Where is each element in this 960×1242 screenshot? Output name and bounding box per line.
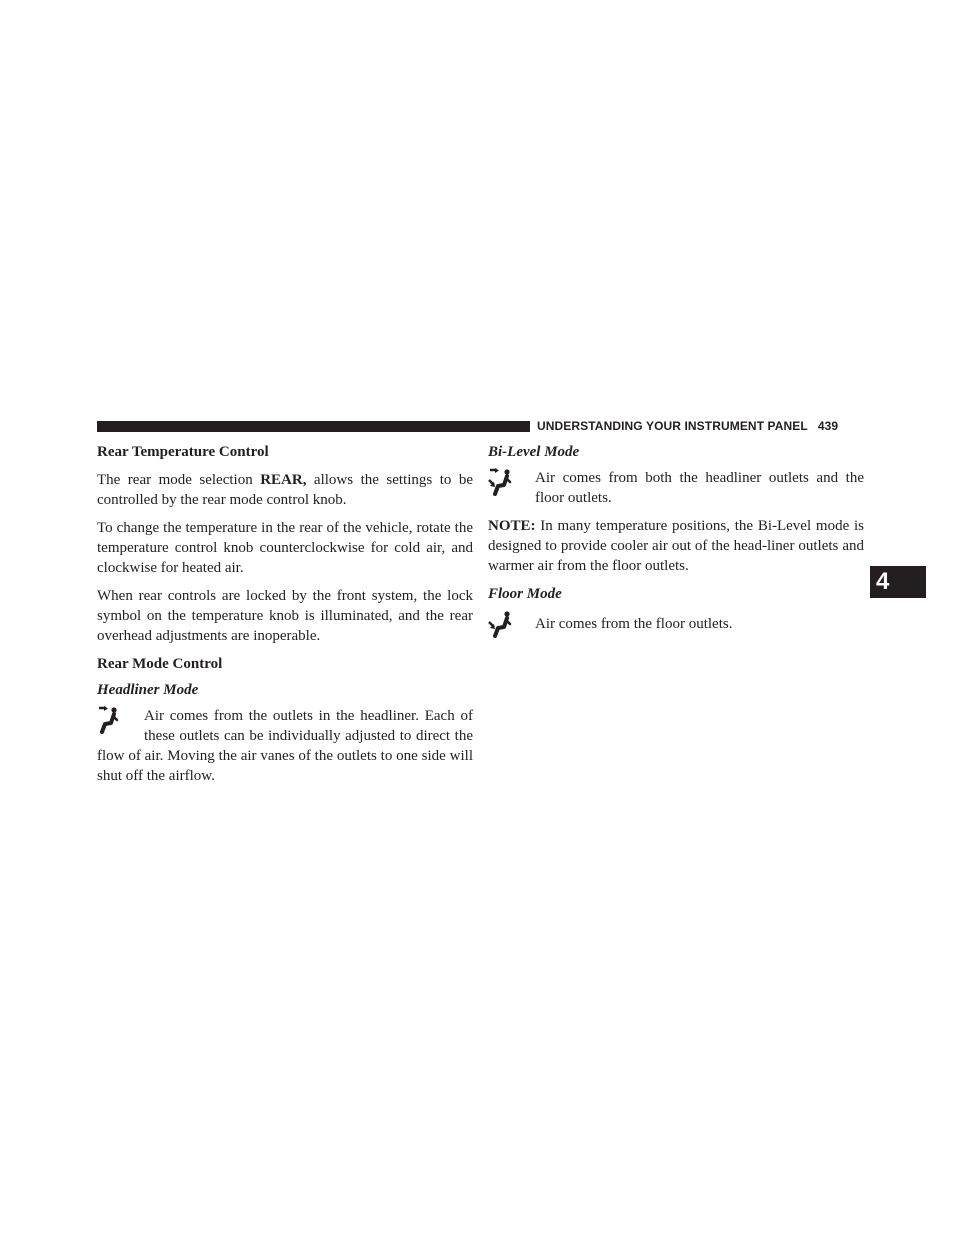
header-rule — [97, 421, 530, 432]
bi-level-mode-icon — [488, 468, 516, 496]
right-column — [488, 442, 864, 638]
bi-level-mode-text: Air comes from both the headliner outlets and the floor outlets. — [535, 470, 864, 506]
headliner-mode-text: Air comes from the outlets in the headliner. Each of these outlets can be individually adjusted to direct the flow of air. Moving the air vanes of the outlets to one side will shut off the airflow. — [97, 708, 473, 784]
note-label: NOTE: — [488, 518, 536, 534]
floor-mode-icon — [488, 610, 516, 638]
bi-level-mode-block — [488, 468, 864, 508]
headliner-mode-heading: Headliner Mode — [97, 682, 199, 698]
rear-temperature-heading: Rear Temperature Control — [97, 444, 269, 460]
page-number: 439 — [817, 419, 839, 433]
chapter-tab: 4 — [870, 566, 926, 598]
left-column — [97, 442, 473, 786]
locked-controls-paragraph: When rear controls are locked by the front system, the lock symbol on the temperature knob is illuminated, and the rear overhead adjustments are inoperable. — [97, 588, 473, 644]
floor-mode-block — [488, 610, 864, 638]
floor-mode-text: Air comes from the floor outlets. — [535, 616, 733, 632]
floor-mode-heading: Floor Mode — [488, 586, 562, 602]
temperature-change-paragraph: To change the temperature in the rear of the vehicle, rotate the temperature control knob counterclockwise for cold air, and clockwise for heated air. — [97, 520, 473, 576]
rear-label: REAR, — [260, 472, 307, 488]
note-paragraph: NOTE: In many temperature positions, the Bi-Level mode is designed to provide cooler air out of the head-liner outlets and warmer air from the floor outlets. — [488, 518, 864, 574]
running-header — [537, 419, 838, 433]
bi-level-mode-heading: Bi-Level Mode — [488, 444, 580, 460]
headliner-mode-icon — [97, 706, 125, 746]
section-title: UNDERSTANDING YOUR INSTRUMENT PANEL — [537, 419, 808, 433]
rear-mode-selection-paragraph: The rear mode selection REAR, allows the settings to be controlled by the rear mode control knob. — [97, 472, 473, 508]
rear-mode-control-heading: Rear Mode Control — [97, 656, 223, 672]
headliner-mode-block — [97, 706, 473, 786]
